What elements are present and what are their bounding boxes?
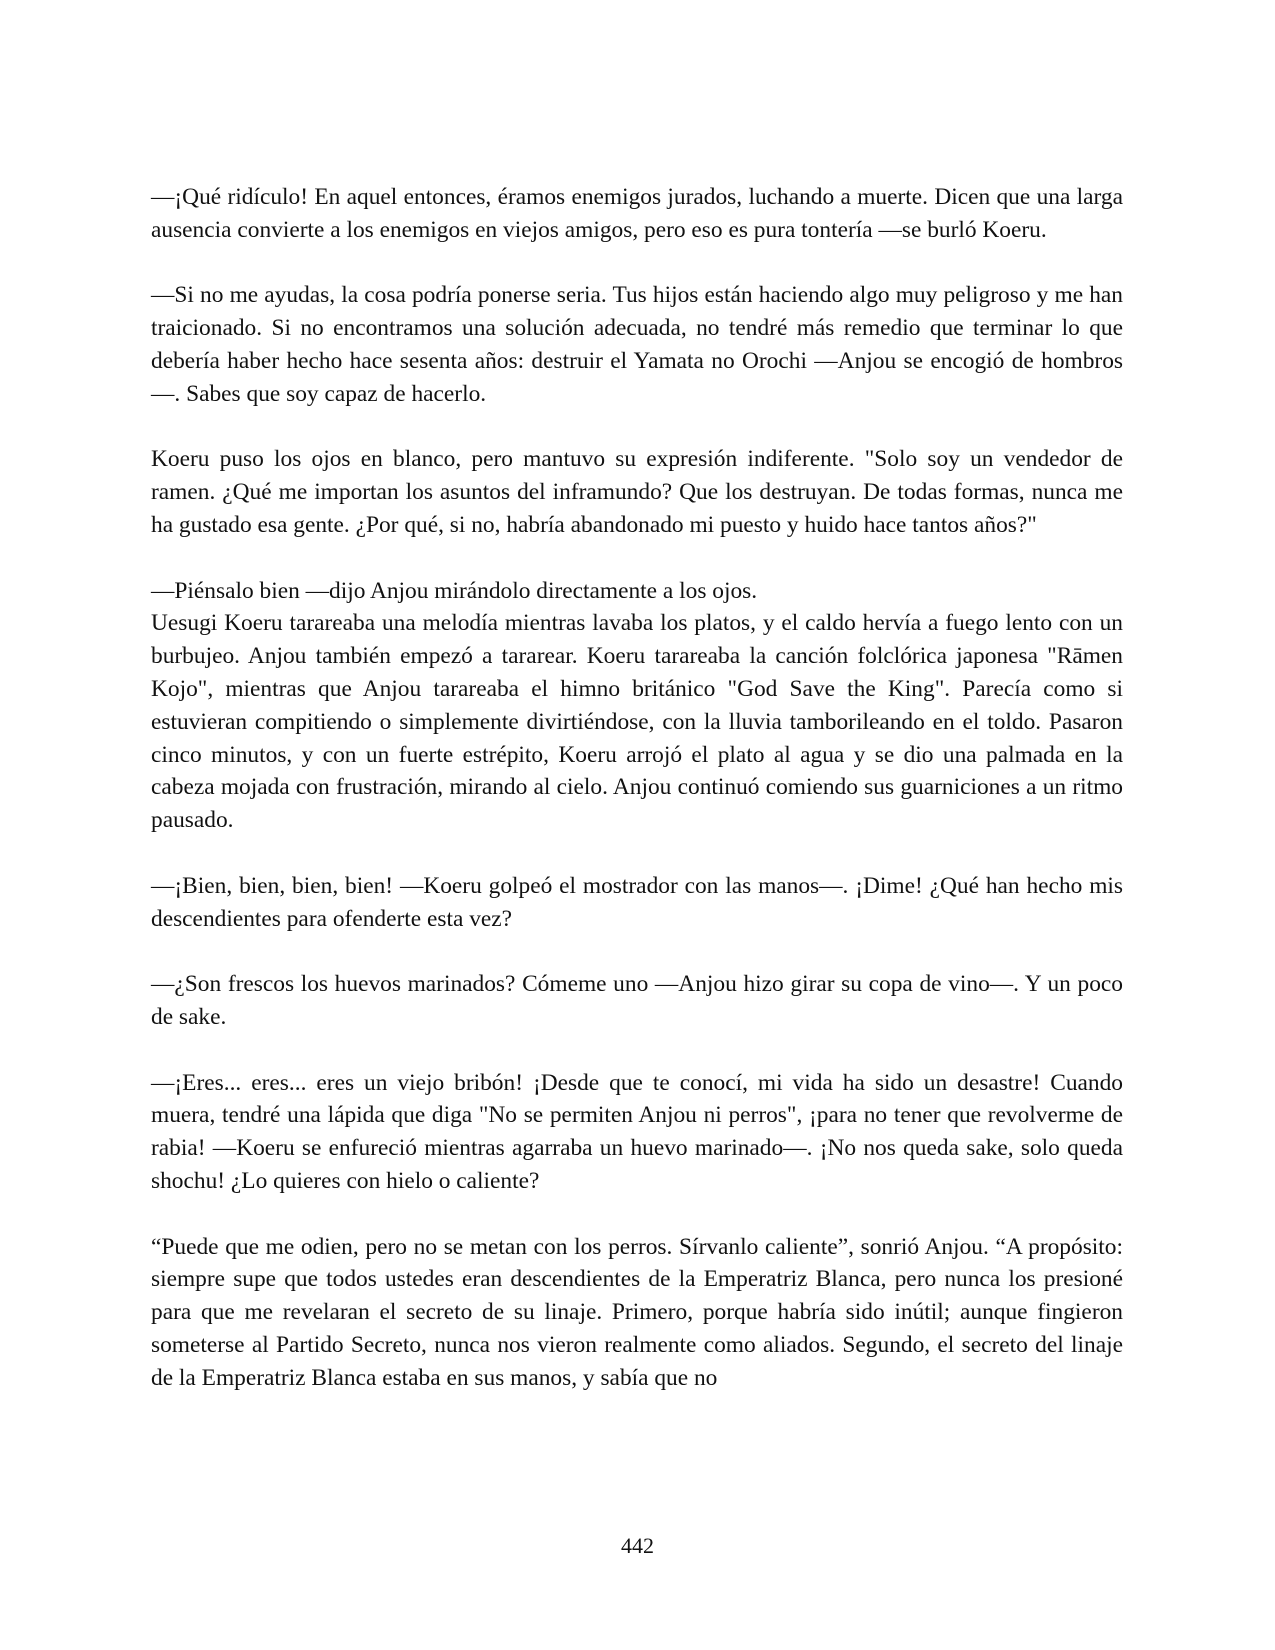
paragraph-8: —¡Eres... eres... eres un viejo bribón! ¡Desde que te conocí, mi vida ha sido un desastre! Cuando muera, tendré una lápida que diga "No se permiten Anjou ni perros", ¡para no tener que revolverme de rabia! —Koeru se enfureció mientras agarraba un huevo marinado—. ¡No nos queda sake, solo queda shochu! ¿Lo quieres con hielo o caliente? [151, 1069, 1123, 1194]
body-text [151, 181, 1123, 1394]
paragraph-2: —Si no me ayudas, la cosa podría ponerse seria. Tus hijos están haciendo algo muy peligroso y me han traicionado. Si no encontramos una solución adecuada, no tendré más remedio que terminar lo que debería haber hecho hace sesenta años: destruir el Yamata no Orochi —Anjou se encogió de hombros—. Sabes que soy capaz de hacerlo. [151, 282, 1123, 407]
paragraph-5: Uesugi Koeru tarareaba una melodía mientras lavaba los platos, y el caldo hervía a fuego lento con un burbujeo. Anjou también empezó a tararear. Koeru tarareaba la canción folclórica japonesa "Rāmen Kojo", mientras que Anjou tarareaba el himno británico "God Save the King". Parecía como si estuvieran compitiendo o simplemente divirtiéndose, con la lluvia tamborileando en el toldo. Pasaron cinco minutos, y con un fuerte estrépito, Koeru arrojó el plato al agua y se dio una palmada en la cabeza mojada con frustración, mirando al cielo. Anjou continuó comiendo sus guarniciones a un ritmo pausado. [151, 610, 1123, 834]
paragraph-4: —Piénsalo bien —dijo Anjou mirándolo directamente a los ojos. [151, 577, 758, 604]
page-number: 442 [621, 1533, 654, 1558]
paragraph-7: —¿Son frescos los huevos marinados? Cómeme uno —Anjou hizo girar su copa de vino—. Y un poco de sake. [151, 971, 1123, 1030]
paragraph-3: Koeru puso los ojos en blanco, pero mantuvo su expresión indiferente. "Solo soy un vendedor de ramen. ¿Qué me importan los asuntos del inframundo? Que los destruyan. De todas formas, nunca me ha gustado esa gente. ¿Por qué, si no, habría abandonado mi puesto y huido hace tantos años?" [151, 446, 1123, 538]
paragraph-9: “Puede que me odien, pero no se metan con los perros. Sírvanlo caliente”, sonrió Anjou. “A propósito: siempre supe que todos ustedes eran descendientes de la Emperatriz Blanca, pero nunca los presioné para que me revelaran el secreto de su linaje. Primero, porque habría sido inútil; aunque fingieron someterse al Partido Secreto, nunca nos vieron realmente como aliados. Segundo, el secreto del linaje de la Emperatriz Blanca estaba en sus manos, y sabía que no [151, 1233, 1123, 1391]
paragraph-6: —¡Bien, bien, bien, bien! —Koeru golpeó el mostrador con las manos—. ¡Dime! ¿Qué han hecho mis descendientes para ofenderte esta vez? [151, 872, 1123, 932]
paragraph-1: —¡Qué ridículo! En aquel entonces, éramos enemigos jurados, luchando a muerte. Dicen que una larga ausencia convierte a los enemigos en viejos amigos, pero eso es pura tontería —se burló Koeru. [151, 184, 1123, 243]
